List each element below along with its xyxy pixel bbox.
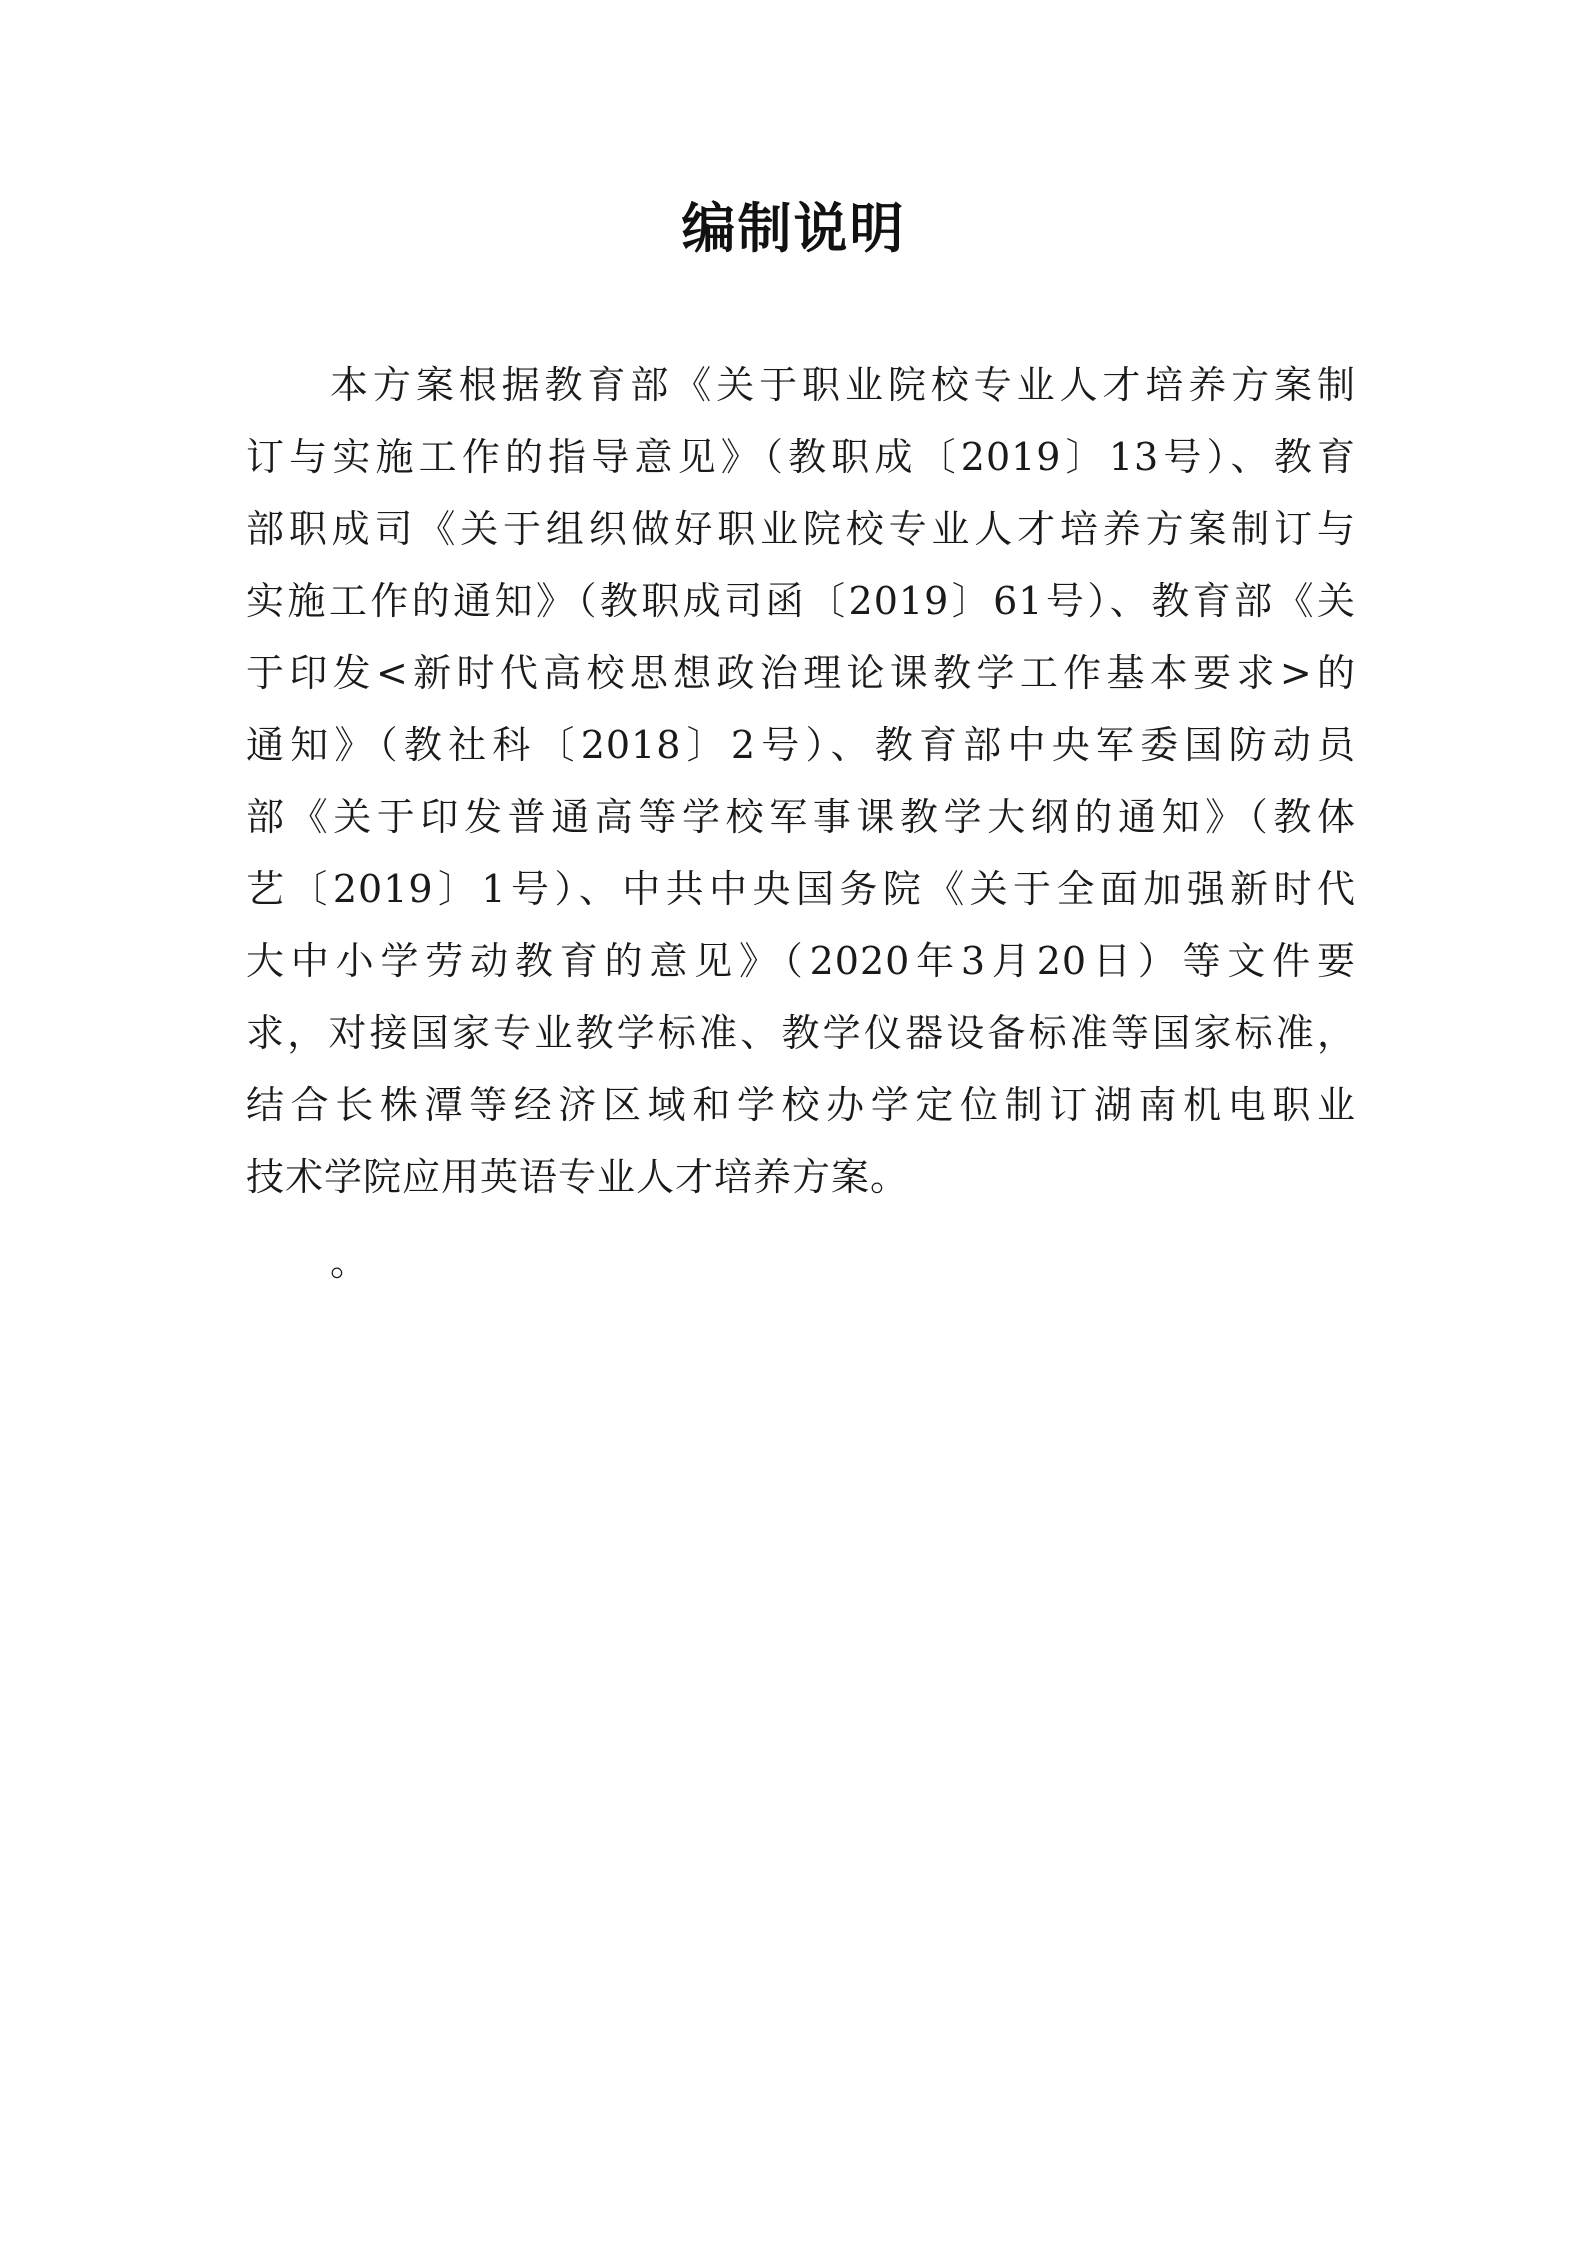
paragraph-line: 结合长株潭等经济区域和学校办学定位制订湖南机电职业 [246, 1083, 1356, 1127]
paragraph-line: 于印发<新时代高校思想政治理论课教学工作基本要求>的 [246, 651, 1356, 695]
paragraph-line: 部《关于印发普通高等学校军事课教学大纲的通知》（教体 [246, 795, 1356, 839]
paragraph-line: 订与实施工作的指导意见》（教职成〔2019〕13号）、教育 [246, 435, 1356, 479]
body-paragraph [246, 349, 1356, 1213]
paragraph-line: 大中小学劳动教育的意见》（2020年3月20日）等文件要 [246, 939, 1356, 983]
paragraph-line: 部职成司《关于组织做好职业院校专业人才培养方案制订与 [246, 507, 1356, 551]
paragraph-line: 实施工作的通知》（教职成司函〔2019〕61号）、教育部《关 [246, 579, 1356, 623]
document-title: 编制说明 [681, 197, 906, 260]
paragraph-line: 通知》（教社科〔2018〕2号）、教育部中央军委国防动员 [246, 723, 1356, 767]
paragraph-line: 本方案根据教育部《关于职业院校专业人才培养方案制 [330, 363, 1356, 407]
paragraph-line: 技术学院应用英语专业人才培养方案。 [246, 1155, 910, 1199]
trailing-period: 。 [330, 1240, 369, 1284]
paragraph-line: 求，对接国家专业教学标准、教学仪器设备标准等国家标准， [246, 1011, 1356, 1055]
paragraph-line: 艺〔2019〕1号）、中共中央国务院《关于全面加强新时代 [246, 867, 1356, 911]
